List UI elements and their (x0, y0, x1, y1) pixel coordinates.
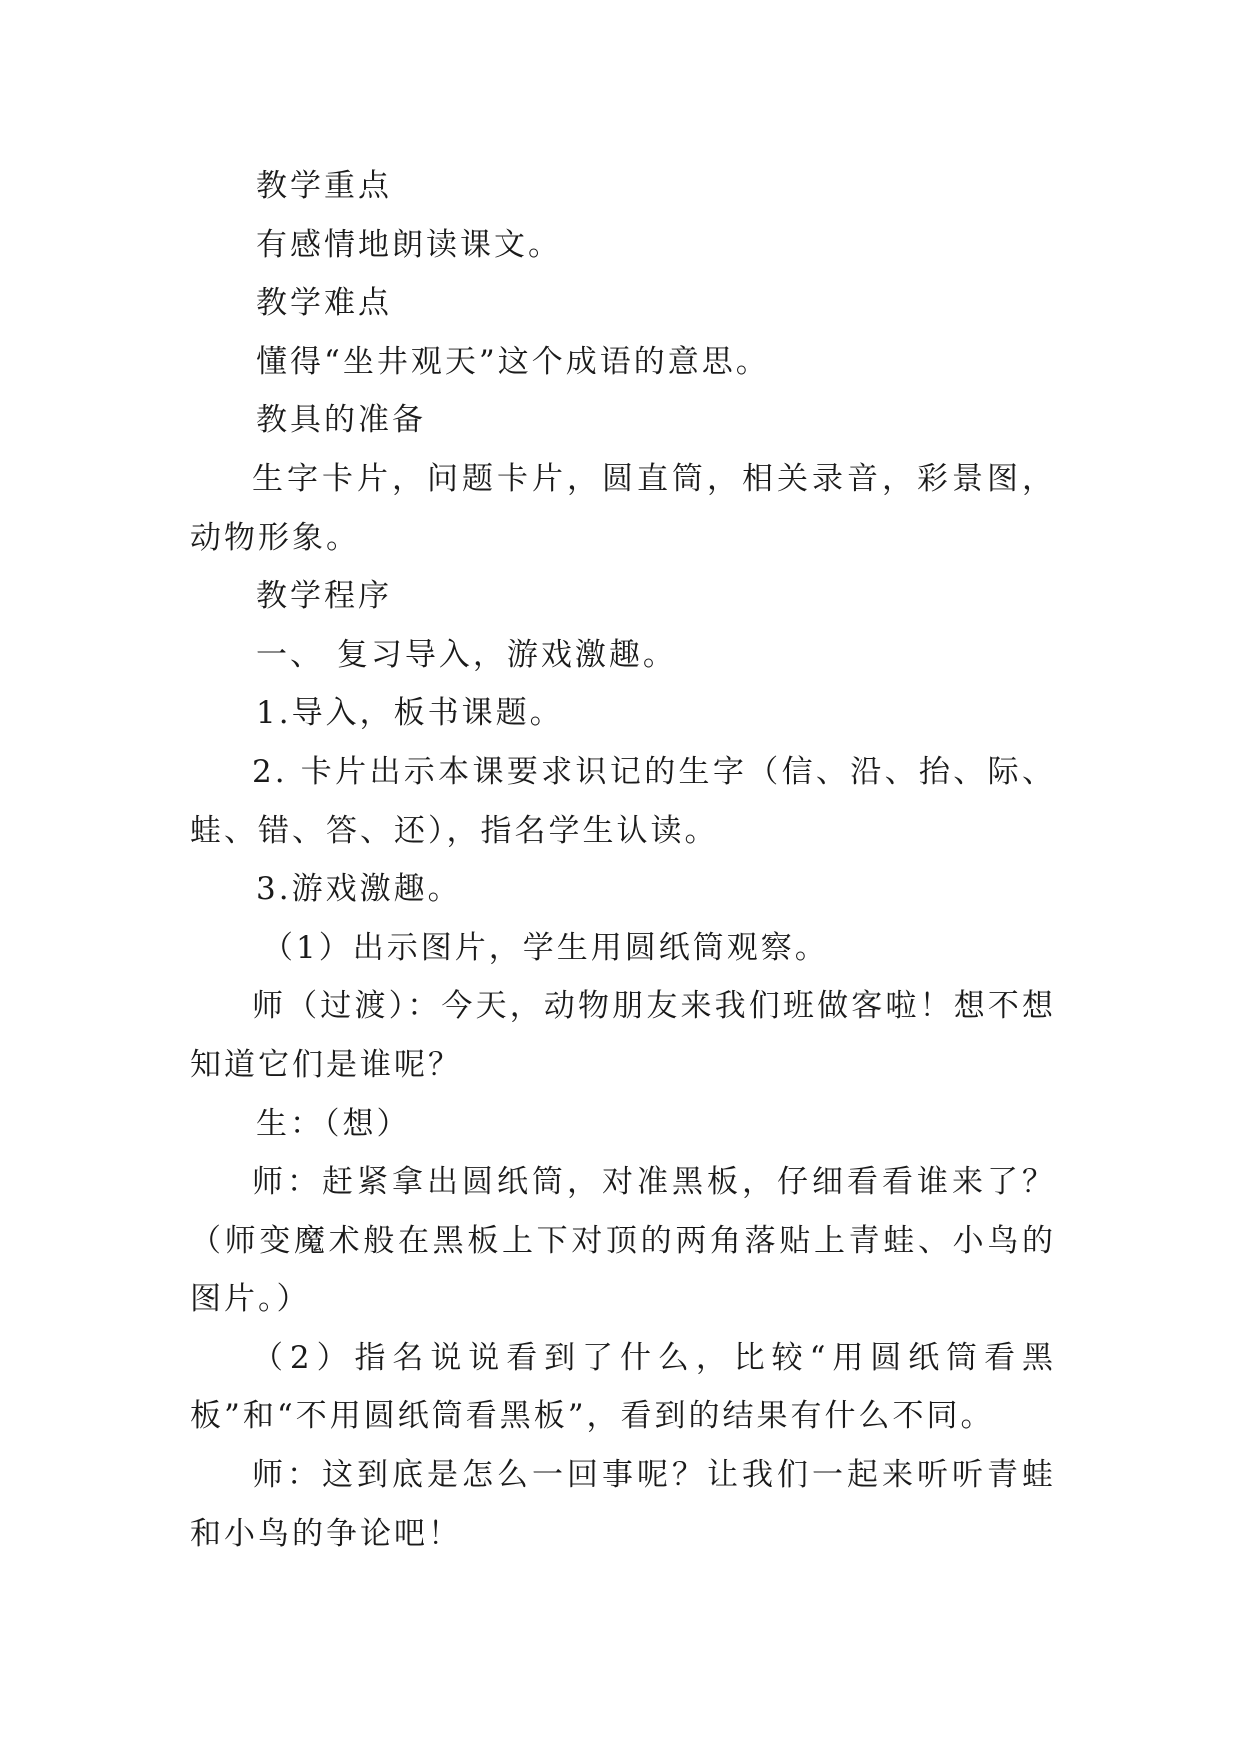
step-1: 1.导入，板书课题。 (256, 695, 564, 732)
paragraph-difficulty-content: 懂得“坐井观天”这个成语的意思。 (256, 343, 770, 380)
heading-teaching-aids: 教具的准备 (256, 402, 426, 439)
substep-1: （1）出示图片，学生用圆纸筒观察。 (262, 929, 829, 966)
step-3: 3.游戏激趣。 (256, 871, 462, 908)
teacher-question: 师：这到底是怎么一回事呢？让我们一起来听听青蛙和小鸟的争论吧！ (190, 1457, 1056, 1552)
paragraph-aids-content: 生字卡片，问题卡片，圆直筒，相关录音，彩景图，动物形象。 (190, 460, 1056, 556)
teacher-instruction: 师：赶紧拿出圆纸筒，对准黑板，仔细看看谁来了？（师变魔术般在黑板上下对顶的两角落贴上青蛙、小鸟的图片。） (190, 1164, 1056, 1318)
teacher-transition: 师（过渡）：今天，动物朋友来我们班做客啦！想不想知道它们是谁呢？ (190, 988, 1056, 1083)
substep-2: （2）指名说说看到了什么，比较“用圆纸筒看黑板”和“不用圆纸筒看黑板”，看到的结果有什么不同。 (190, 1339, 1056, 1435)
paragraph-focus-content: 有感情地朗读课文。 (256, 226, 562, 263)
student-response: 生：（想） (256, 1105, 411, 1142)
heading-teaching-focus: 教学重点 (256, 168, 392, 204)
step-2: 2. 卡片出示本课要求识记的生字（信、沿、抬、际、蛙、错、答、还），指名学生认读。 (190, 753, 1056, 849)
heading-teaching-procedure: 教学程序 (256, 578, 392, 615)
document-body (190, 157, 1056, 1563)
section-1-title: 一、 复习导入，游戏激趣。 (256, 636, 677, 673)
heading-teaching-difficulty: 教学难点 (256, 285, 392, 322)
